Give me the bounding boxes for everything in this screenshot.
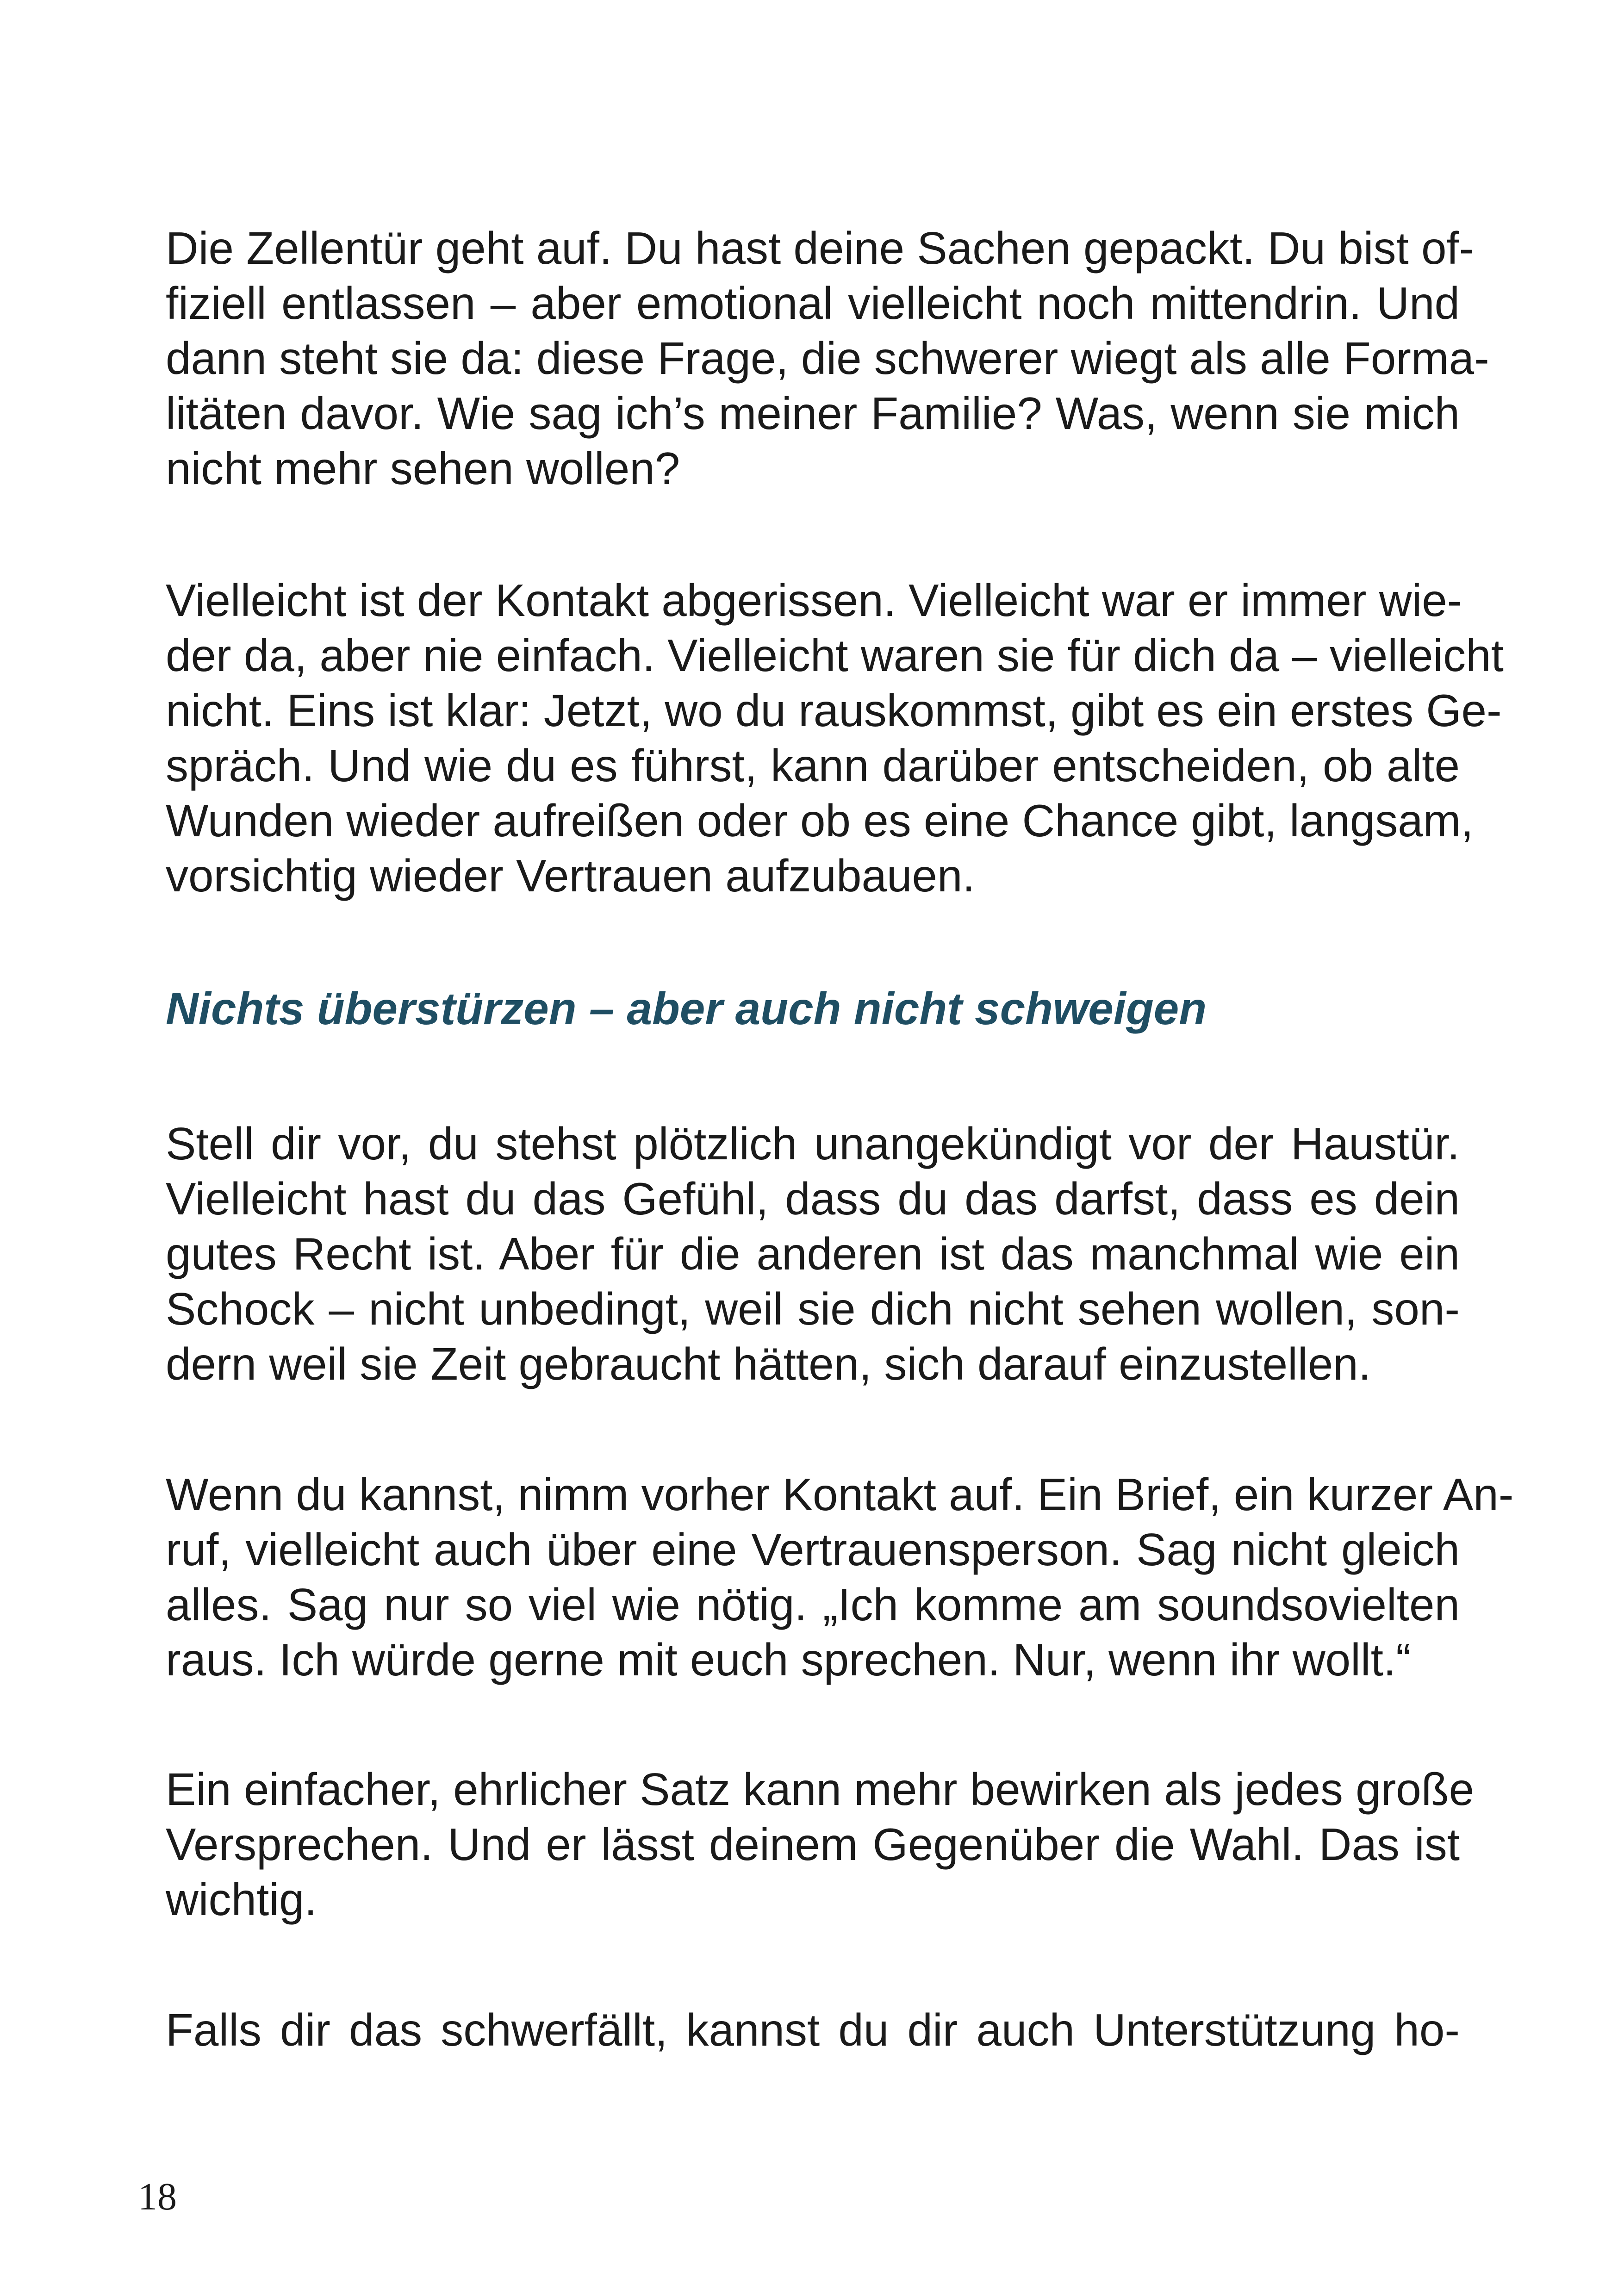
paragraph-2 xyxy=(166,573,1504,903)
section-heading: Nichts überstürzen – aber auch nicht schweigen xyxy=(166,983,1207,1034)
paragraph-line: gutes Recht ist. Aber für die anderen ist das manchmal wie ein xyxy=(166,1228,1460,1279)
paragraph-line: fiziell entlassen – aber emotional vielleicht noch mittendrin. Und xyxy=(166,278,1460,329)
paragraph-line: wichtig. xyxy=(166,1874,317,1925)
paragraph-line: Falls dir das schwerfällt, kannst du dir auch Unterstützung ho- xyxy=(166,2004,1460,2055)
paragraph-1 xyxy=(166,221,1489,496)
paragraph-5 xyxy=(166,1762,1475,1927)
paragraph-line: Stell dir vor, du stehst plötzlich unangekündigt vor der Haustür. xyxy=(166,1118,1460,1169)
paragraph-line: Die Zellentür geht auf. Du hast deine Sachen gepackt. Du bist of- xyxy=(166,223,1475,274)
paragraph-line: dern weil sie Zeit gebraucht hätten, sich darauf einzustellen. xyxy=(166,1338,1371,1389)
paragraph-line: Ein einfacher, ehrlicher Satz kann mehr bewirken als jedes große xyxy=(166,1764,1475,1815)
paragraph-3 xyxy=(166,1116,1460,1392)
paragraph-4 xyxy=(166,1467,1514,1687)
paragraph-line: vorsichtig wieder Vertrauen aufzubauen. xyxy=(166,850,975,901)
paragraph-6 xyxy=(166,2003,1460,2058)
paragraph-line: Wunden wieder aufreißen oder ob es eine Chance gibt, langsam, xyxy=(166,795,1474,846)
paragraph-line: litäten davor. Wie sag ich’s meiner Familie? Was, wenn sie mich xyxy=(166,388,1460,439)
paragraph-line: dann steht sie da: diese Frage, die schwerer wiegt als alle Forma- xyxy=(166,333,1489,384)
paragraph-line: der da, aber nie einfach. Vielleicht waren sie für dich da – vielleicht xyxy=(166,630,1504,681)
paragraph-line: Wenn du kannst, nimm vorher Kontakt auf. Ein Brief, ein kurzer An- xyxy=(166,1469,1514,1520)
paragraph-line: Schock – nicht unbedingt, weil sie dich nicht sehen wollen, son- xyxy=(166,1283,1460,1334)
paragraph-line: ruf, vielleicht auch über eine Vertrauensperson. Sag nicht gleich xyxy=(166,1524,1460,1575)
paragraph-line: nicht. Eins ist klar: Jetzt, wo du rauskommst, gibt es ein erstes Ge- xyxy=(166,685,1502,736)
paragraph-line: raus. Ich würde gerne mit euch sprechen. Nur, wenn ihr wollt.“ xyxy=(166,1634,1411,1685)
paragraph-line: Versprechen. Und er lässt deinem Gegenüber die Wahl. Das ist xyxy=(166,1819,1460,1870)
paragraph-line: alles. Sag nur so viel wie nötig. „Ich komme am soundsovielten xyxy=(166,1579,1460,1630)
page-number: 18 xyxy=(138,2175,177,2218)
paragraph-line: Vielleicht hast du das Gefühl, dass du das darfst, dass es dein xyxy=(166,1173,1460,1224)
paragraph-line: spräch. Und wie du es führst, kann darüber entscheiden, ob alte xyxy=(166,740,1460,791)
paragraph-line: Vielleicht ist der Kontakt abgerissen. Vielleicht war er immer wie- xyxy=(166,575,1462,626)
paragraph-line: nicht mehr sehen wollen? xyxy=(166,443,680,494)
